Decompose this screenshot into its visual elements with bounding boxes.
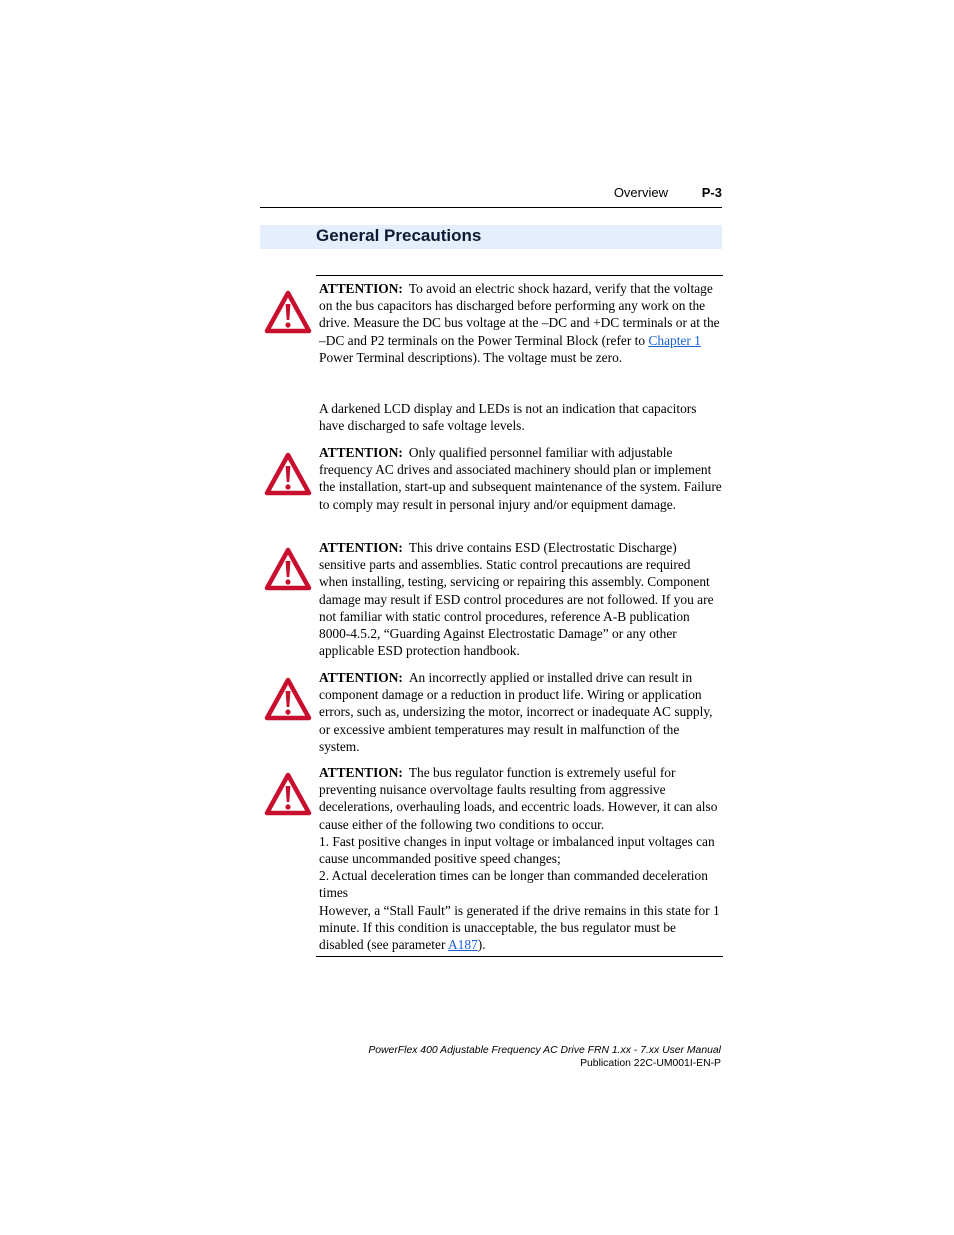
attention-text: The bus regulator function is extremely useful for preventing nuisance overvoltage faults resulting from aggressive decelerations, overhauling loads, and eccentric loads. However, it can also cause either of the following two conditions to occur. — [319, 765, 718, 832]
parameter-a187-link[interactable]: A187 — [448, 937, 478, 953]
warning-triangle-icon — [264, 547, 312, 591]
attention-esd — [319, 539, 722, 659]
page-header — [260, 184, 722, 202]
stall-fault-end: ). — [477, 937, 486, 953]
attention-label: ATTENTION: — [319, 765, 403, 780]
attention-label: ATTENTION: — [319, 540, 403, 555]
condition-item-1: 1. Fast positive changes in input voltage or imbalanced input voltages can cause uncommanded positive speed changes; — [319, 833, 715, 867]
attention-text-cont: Power Terminal descriptions). The voltage must be zero. — [319, 349, 623, 365]
publication-number: Publication 22C-UM001I-EN-P — [580, 1058, 721, 1069]
condition-item-2: 2. Actual deceleration times can be longer than commanded deceleration times — [319, 868, 708, 901]
chapter-1-link[interactable]: Chapter 1 — [648, 332, 701, 348]
attention-bus-regulator — [319, 764, 722, 953]
attention-label: ATTENTION: — [319, 281, 403, 296]
page-number: P-3 — [701, 185, 722, 200]
precautions-top-rule — [316, 275, 723, 276]
attention-incorrect-install — [319, 669, 722, 755]
warning-triangle-icon — [264, 772, 312, 816]
manual-title: PowerFlex 400 Adjustable Frequency AC Drive FRN 1.xx - 7.xx User Manual — [368, 1045, 721, 1056]
lcd-note: A darkened LCD display and LEDs is not an indication that capacitors have discharged to safe voltage levels. — [319, 401, 697, 434]
warning-triangle-icon — [264, 290, 312, 334]
warning-triangle-icon — [264, 452, 312, 496]
attention-label: ATTENTION: — [319, 445, 403, 460]
title-band — [260, 225, 722, 249]
attention-qualified-personnel — [319, 444, 722, 513]
attention-shock-hazard — [319, 280, 722, 366]
attention-text: To avoid an electric shock hazard, verify that the voltage on the bus capacitors has discharged before performing any work on the drive. Measure the DC bus voltage at the –DC and +DC terminals or at the –DC and P2 terminals on the Power Terminal Block (refer to — [319, 281, 720, 348]
header-divider — [260, 207, 722, 208]
stall-fault-note — [319, 902, 722, 954]
section-name: Overview — [613, 185, 668, 200]
attention-text: This drive contains ESD (Electrostatic Discharge) sensitive parts and assemblies. Static control precautions are required when installing, testing, servicing or repairing this assembly. Component damage may result if ESD control procedures are not followed. If you are not familiar with static control procedures, reference A-B publication 8000-4.5.2, “Guarding Against Electrostatic Damage” or any other applicable ESD protection handbook. — [319, 540, 714, 659]
attention-text: Only qualified personnel familiar with adjustable frequency AC drives and associated machinery should plan or implement the installation, start-up and subsequent maintenance of the system. Failure to comply may result in personal injury and/or equipment damage. — [319, 445, 722, 512]
warning-triangle-icon — [264, 677, 312, 721]
page-footer — [368, 1044, 721, 1070]
attention-label: ATTENTION: — [319, 670, 403, 685]
attention-text: An incorrectly applied or installed drive can result in component damage or a reduction in product life. Wiring or application errors, such as, undersizing the motor, incorrect or inadequate AC supply, or excessive ambient temperatures may result in malfunction of the system. — [319, 670, 713, 754]
stall-fault-text: However, a “Stall Fault” is generated if the drive remains in this state for 1 minute. If this condition is unacceptable, the bus regulator must be disabled (see parameter — [319, 902, 720, 953]
precautions-bottom-rule — [316, 956, 723, 957]
page-title: General Precautions — [316, 226, 482, 245]
